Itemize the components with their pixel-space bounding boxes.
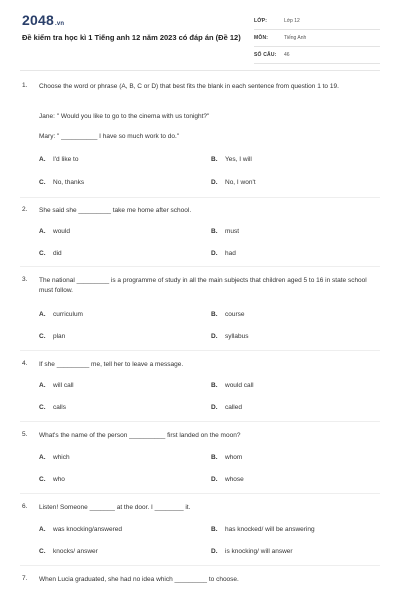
question-number: 2. <box>22 206 28 213</box>
meta-row-count <box>254 51 380 64</box>
question-number: 7. <box>22 575 28 582</box>
dialogue-line: Jane: " Would you like to go to the cinema with us tonight?" <box>39 113 210 120</box>
document-title: Đề kiểm tra học kì 1 Tiếng anh 12 năm 2023 có đáp án (Đề 12) <box>22 33 241 42</box>
document-meta <box>254 17 380 68</box>
logo-text: 2048 <box>22 12 54 28</box>
question-number: 5. <box>22 431 28 438</box>
option-a[interactable]: A. was knocking/answered <box>39 526 123 533</box>
option-a[interactable]: A. would <box>39 228 70 235</box>
option-a[interactable]: A. will call <box>39 382 74 389</box>
option-c[interactable]: C. who <box>39 476 65 483</box>
meta-label: MÔN: <box>254 35 269 41</box>
dialogue-line: Mary: " __________ I have so much work to do." <box>39 133 180 140</box>
option-d[interactable]: D. syllabus <box>211 333 249 340</box>
option-d[interactable]: D. is knocking/ will answer <box>211 548 293 555</box>
option-a[interactable]: A. curriculum <box>39 311 83 318</box>
option-a[interactable]: A. I'd like to <box>39 156 79 163</box>
question-text: The national _________ is a programme of study in all the main subjects that children aged 5 to 16 in state school must follow. <box>39 277 367 294</box>
option-b[interactable]: B. has knocked/ will be answering <box>211 526 315 533</box>
page-header <box>0 0 400 70</box>
question-number: 3. <box>22 276 28 283</box>
question-number: 1. <box>22 82 28 89</box>
question-number: 6. <box>22 503 28 510</box>
option-d[interactable]: D. had <box>211 250 236 257</box>
question-divider <box>20 350 380 351</box>
question-divider <box>20 266 380 267</box>
question-text: What's the name of the person __________ first landed on the moon? <box>39 432 241 439</box>
option-c[interactable]: C. calls <box>39 404 67 411</box>
option-c[interactable]: C. No, thanks <box>39 179 85 186</box>
option-c[interactable]: C. plan <box>39 333 66 340</box>
option-c[interactable]: C. did <box>39 250 62 257</box>
question-divider <box>20 197 380 198</box>
question-text: When Lucia graduated, she had no idea which _________ to choose. <box>39 576 239 583</box>
option-b[interactable]: B. course <box>211 311 245 318</box>
option-b[interactable]: B. whom <box>211 454 243 461</box>
question-divider <box>20 565 380 566</box>
meta-label: LỚP: <box>254 18 268 24</box>
meta-label: SỐ CÂU: <box>254 52 277 58</box>
meta-row-class <box>254 17 380 30</box>
meta-value: 46 <box>284 52 290 58</box>
option-a[interactable]: A. which <box>39 454 70 461</box>
option-b[interactable]: B. must <box>211 228 240 235</box>
question-text: Listen! Someone _______ at the door. I ________ it. <box>39 504 191 511</box>
option-b[interactable]: B. Yes, I will <box>211 156 252 163</box>
meta-value: Lớp 12 <box>284 18 300 24</box>
question-text: If she _________ me, tell her to leave a message. <box>39 361 184 368</box>
question-divider <box>20 421 380 422</box>
option-d[interactable]: D. whose <box>211 476 244 483</box>
logo-suffix: .vn <box>54 21 65 27</box>
question-text: She said she _________ take me home after school. <box>39 207 192 214</box>
option-b[interactable]: B. would call <box>211 382 254 389</box>
site-logo[interactable] <box>22 12 64 28</box>
question-divider <box>20 493 380 494</box>
option-c[interactable]: C. knocks/ answer <box>39 548 98 555</box>
meta-row-subject <box>254 34 380 47</box>
option-d[interactable]: D. No, I won't <box>211 179 256 186</box>
header-divider <box>20 70 380 71</box>
question-number: 4. <box>22 360 28 367</box>
meta-value: Tiếng Anh <box>284 35 307 41</box>
question-text: Choose the word or phrase (A, B, C or D) that best fits the blank in each sentence from question 1 to 19. <box>39 83 339 90</box>
option-d[interactable]: D. called <box>211 404 242 411</box>
